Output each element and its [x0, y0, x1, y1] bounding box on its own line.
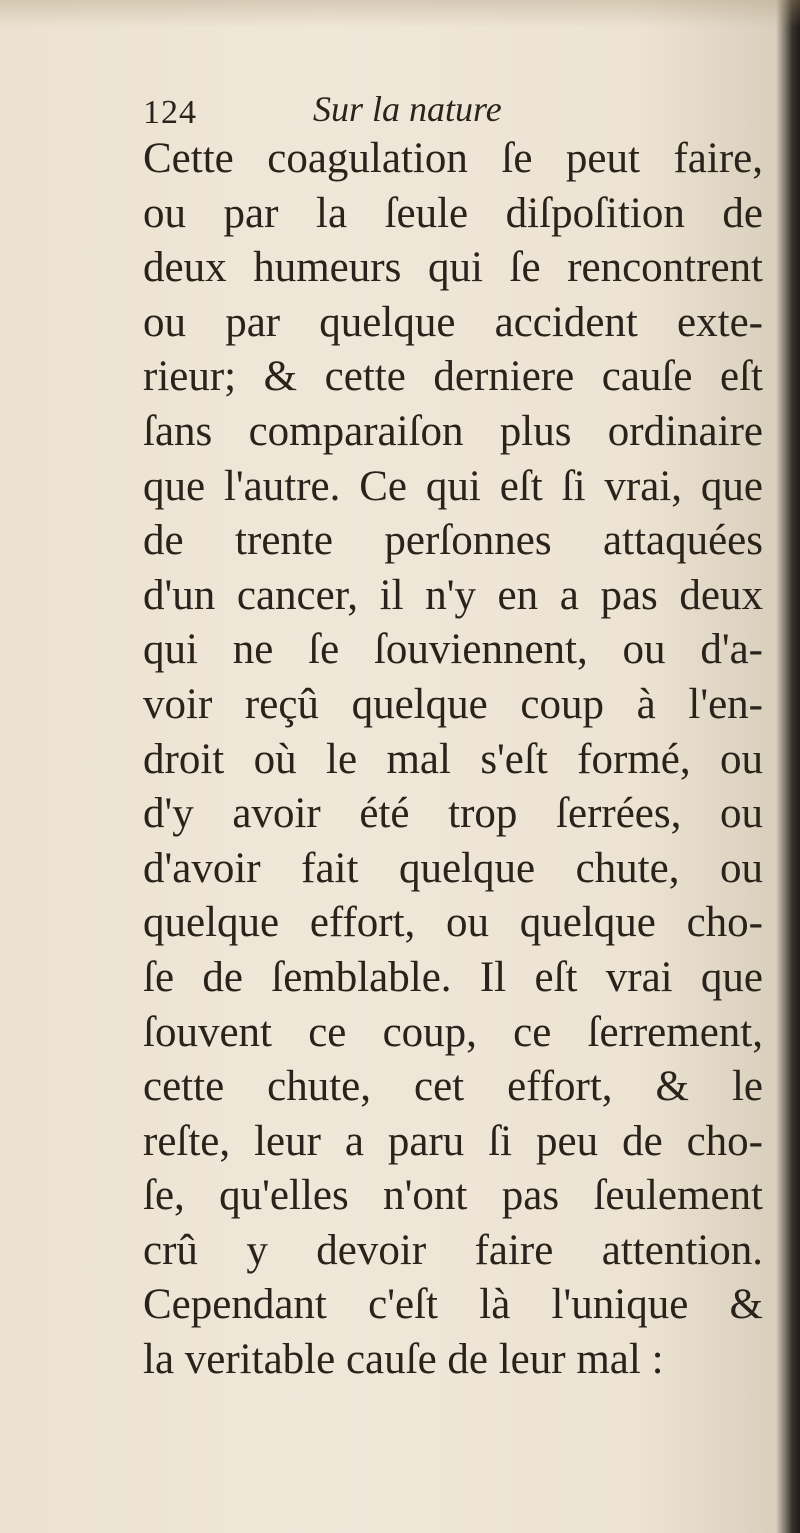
text-line: qui ne ſe ſouviennent, ou d'a- [143, 626, 763, 674]
page-header [143, 88, 743, 138]
text-line: deux humeurs qui ſe rencontrent [143, 244, 763, 292]
text-line: cette chute, cet effort, & le [143, 1063, 763, 1111]
text-line: la veritable cauſe de leur mal : [143, 1336, 664, 1384]
text-line: crû y devoir faire attention. [143, 1226, 763, 1274]
text-line: ſe de ſemblable. Il eſt vrai que [143, 953, 763, 1001]
text-line: ou par la ſeule diſpoſition de [143, 189, 763, 237]
text-line: d'un cancer, il n'y en a pas deux [143, 571, 763, 619]
text-line: d'avoir fait quelque chute, ou [143, 844, 763, 892]
text-line: quelque effort, ou quelque cho- [143, 899, 763, 947]
text-line: ſans comparaiſon plus ordinaire [143, 407, 763, 455]
text-line: Cependant c'eſt là l'unique & [143, 1281, 763, 1329]
text-line: rieur; & cette derniere cauſe eſt [143, 353, 763, 401]
text-line: Cette coagulation ſe peut faire, [143, 135, 763, 182]
page-number: 124 [143, 94, 197, 131]
text-line: ou par quelque accident exte- [143, 298, 763, 346]
running-title: Sur la nature [313, 89, 502, 129]
text-line: ſe, qu'elles n'ont pas ſeulement [143, 1172, 763, 1220]
text-line: d'y avoir été trop ſerrées, ou [143, 790, 763, 838]
text-line: de trente perſonnes attaquées [143, 517, 763, 565]
text-line: voir reçû quelque coup à l'en- [143, 680, 763, 728]
body-text [143, 132, 763, 1388]
text-line: ſouvent ce coup, ce ſerrement, [143, 1008, 763, 1056]
text-line: droit où le mal s'eſt formé, ou [143, 735, 763, 783]
text-line: que l'autre. Ce qui eſt ſi vrai, que [143, 462, 763, 510]
text-line: reſte, leur a paru ſi peu de cho- [143, 1117, 763, 1165]
